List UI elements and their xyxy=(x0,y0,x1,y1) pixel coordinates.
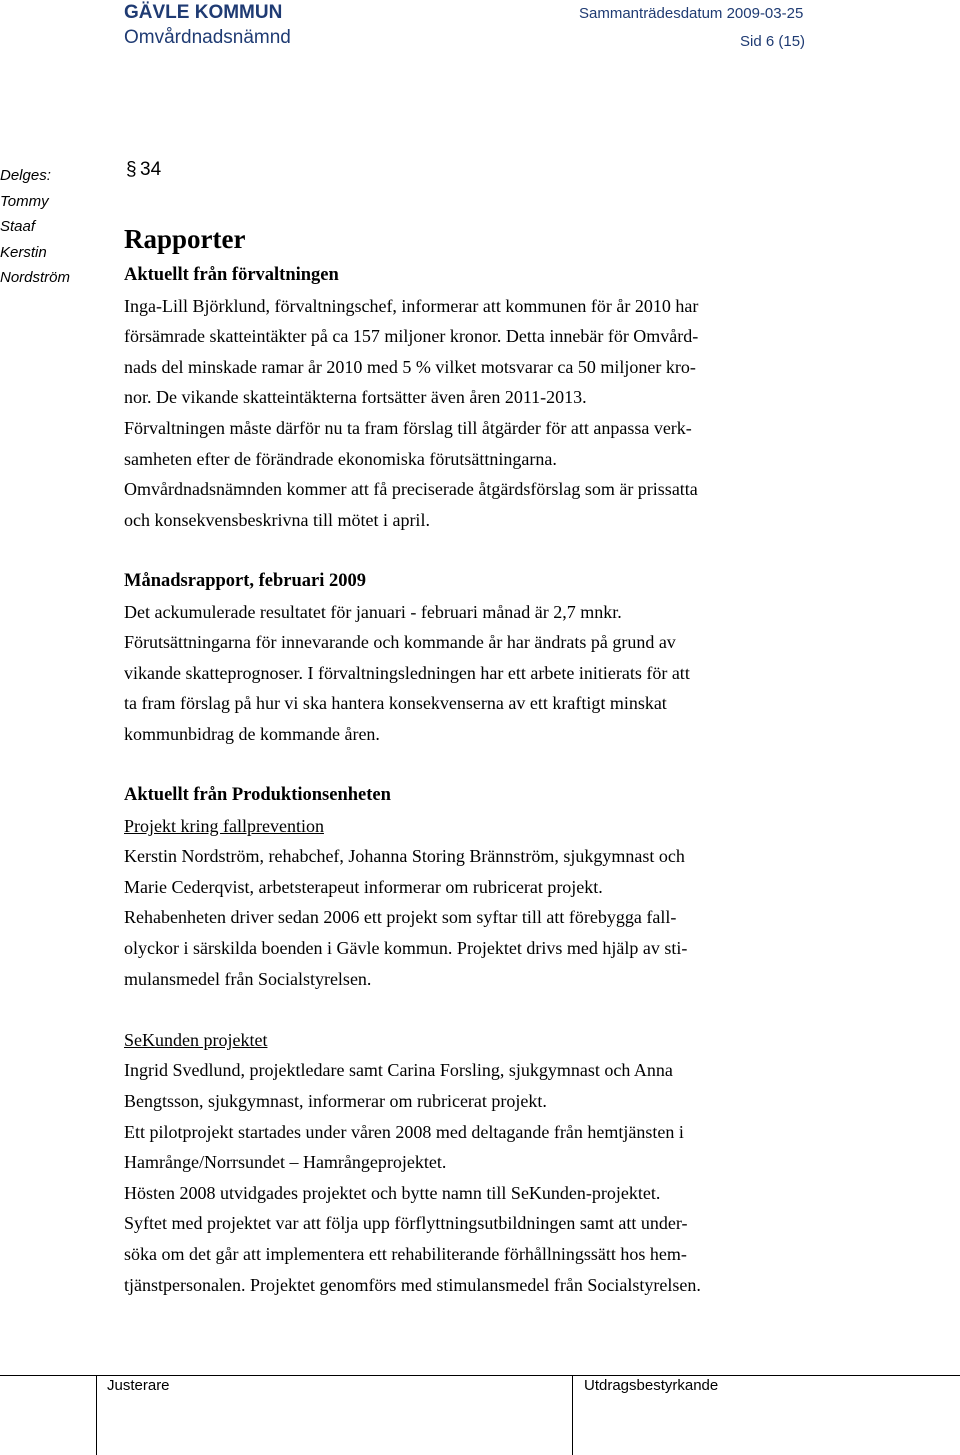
project-line: Rehabenheten driver sedan 2006 ett projekt som syftar till att förebygga fall- xyxy=(124,907,677,928)
intro-line: nads del minskade ramar år 2010 med 5 % vilket motsvarar ca 50 miljoner kro- xyxy=(124,356,696,377)
intro-line: Förvaltningen måste därför nu ta fram förslag till åtgärder för att anpassa verk- xyxy=(124,417,692,438)
project-line: mulansmedel från Socialstyrelsen. xyxy=(124,968,372,989)
spacer xyxy=(124,994,804,1025)
project-line: Syftet med projektet var att följa upp förflyttningsutbildningen samt att under- xyxy=(124,1213,688,1234)
project-line: olyckor i särskilda boenden i Gävle kommun. Projektet drivs med hjälp av sti- xyxy=(124,938,688,959)
intro-line: nor. De vikande skatteintäkterna fortsätter även åren 2011-2013. xyxy=(124,387,587,408)
footer-adjuster-label: Justerare xyxy=(107,1377,170,1394)
project-title-sekunden: SeKunden projektet xyxy=(124,1029,268,1050)
distribution-name: Kerstin xyxy=(0,243,47,261)
distribution-name: Nordström xyxy=(0,269,71,286)
intro-line: samheten efter de förändrade ekonomiska förutsättningarna. xyxy=(124,448,557,469)
monthly-line: kommunbidrag de kommande åren. xyxy=(124,723,380,744)
spacer xyxy=(124,535,804,566)
intro-line: Inga-Lill Björklund, förvaltningschef, informerar att kommunen för år 2010 har xyxy=(124,295,699,316)
intro-line: försämrade skatteintäkter på ca 157 miljoner kronor. Detta innebär för Omvård- xyxy=(124,326,699,347)
footer-column-divider xyxy=(572,1376,573,1455)
monthly-report-heading: Månadsrapport, februari 2009 xyxy=(124,570,367,591)
monthly-line: Det ackumulerade resultatet för januari - februari månad är 2,7 mnkr. xyxy=(124,601,622,622)
spacer xyxy=(124,750,804,781)
monthly-line: vikande skatteprognoser. I förvaltningsledningen har ett arbete initierats för att xyxy=(124,662,690,683)
project-line: Ett pilotprojekt startades under våren 2008 med deltagande från hemtjänsten i xyxy=(124,1121,684,1142)
project-title-fall-prevention: Projekt kring fallprevention xyxy=(124,815,324,836)
project-line: Hamrånge/Norrsundet – Hamrångeprojektet. xyxy=(124,1152,447,1173)
organization-name: GÄVLE KOMMUN xyxy=(124,2,283,23)
distribution-name: Tommy xyxy=(0,192,49,210)
production-heading: Aktuellt från Produktionsenheten xyxy=(124,785,391,806)
footer-column-divider xyxy=(96,1376,97,1455)
monthly-line: ta fram förslag på hur vi ska hantera konsekvenserna av ett kraftigt minskat xyxy=(124,693,667,714)
project-line: Marie Cederqvist, arbetsterapeut informerar om rubricerat projekt. xyxy=(124,876,603,897)
project-line: Bengtsson, sjukgymnast, informerar om rubricerat projekt. xyxy=(124,1091,547,1112)
distribution-label: Delges: xyxy=(0,167,51,184)
footer-certification-label: Utdragsbestyrkande xyxy=(584,1377,719,1394)
project-line: söka om det går att implementera ett rehabiliterande förhållningssätt hos hem- xyxy=(124,1244,687,1264)
project-line: Kerstin Nordström, rehabchef, Johanna Storing Brännström, sjukgymnast och xyxy=(124,846,685,867)
monthly-line: Förutsättningarna för innevarande och kommande år har ändrats på grund av xyxy=(124,632,676,653)
project-line: Hösten 2008 utvidgades projektet och bytte namn till SeKunden-projektet. xyxy=(124,1182,661,1203)
project-line: tjänstpersonalen. Projektet genomförs med stimulansmedel från Socialstyrelsen. xyxy=(124,1274,701,1295)
distribution-notes xyxy=(0,163,110,291)
paragraph-mark: § xyxy=(126,159,137,180)
meeting-date: Sammanträdesdatum 2009-03-25 xyxy=(579,5,804,22)
project-line: Ingrid Svedlund, projektledare samt Carina Forsling, sjukgymnast och Anna xyxy=(124,1060,673,1081)
committee-name: Omvårdnadsnämnd xyxy=(124,27,291,48)
page-number: Sid 6 (15) xyxy=(740,33,806,50)
distribution-name: Staaf xyxy=(0,218,36,235)
intro-heading: Aktuellt från förvaltningen xyxy=(124,265,339,285)
intro-line: och konsekvensbeskrivna till mötet i april. xyxy=(124,509,430,530)
intro-line: Omvårdnadsnämnden kommer att få preciserade åtgärdsförslag som är prissatta xyxy=(124,479,698,500)
footer-divider xyxy=(0,1375,960,1376)
section-number: 34 xyxy=(140,159,162,180)
section-title: Rapporter xyxy=(124,224,246,254)
minutes-body xyxy=(124,222,804,1300)
